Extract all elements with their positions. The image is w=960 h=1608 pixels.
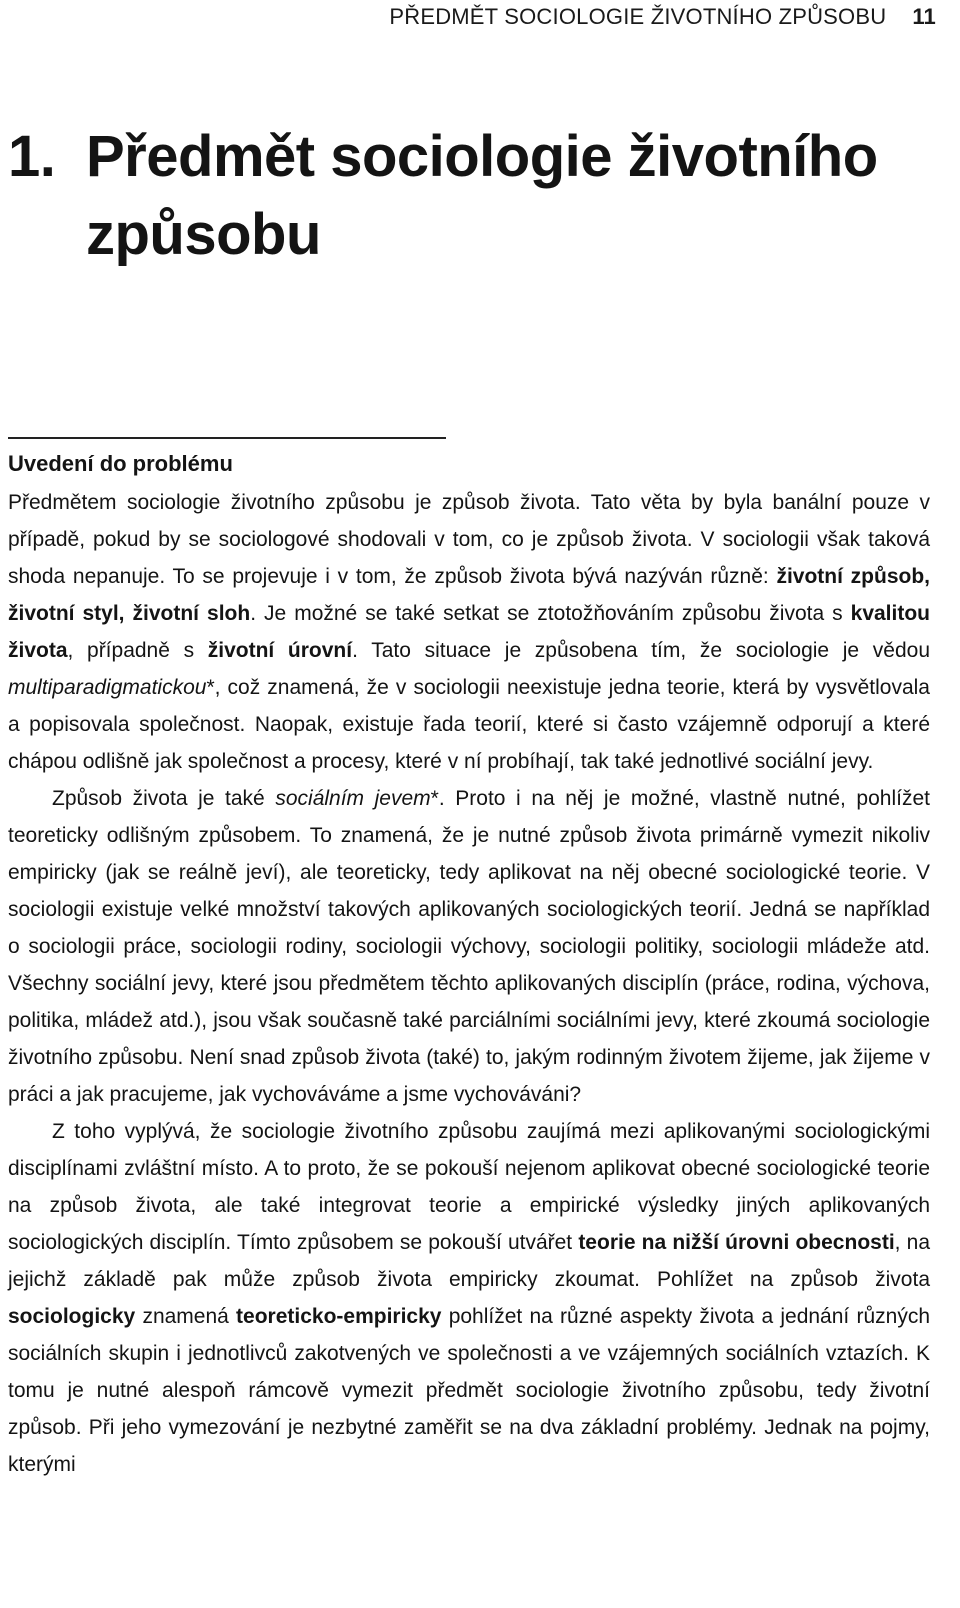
text-run: , na jejichž základě pak může způsob života empiricky zkoumat. Pohlížet na způsob života	[8, 1231, 931, 1291]
bold-term: životní úrovní	[207, 639, 353, 662]
italic-term: sociálním jevem	[275, 787, 431, 810]
text-run: *. Proto i na něj je možné, vlastně nutné, pohlížet teoreticky odlišným způsobem. To znamená, že je nutné způsob života primárně vymezit nikoliv empiricky (jak se reálně jeví), ale teoreticky, tedy aplikovat na něj obecné sociologické teorie. V sociologii existuje velké množství takových aplikovaných sociologických teorií. Jedná se například o sociologii práce, sociologii rodiny, sociologii výchovy, sociologii politiky, sociologii mládeže atd. Všechny sociální jevy, které jsou předmětem těchto aplikovaných disciplín (práce, rodina, výchova, politika, mládež atd.), jsou však současně také parciálními sociálními jevy, které zkoumá sociologie životního způsobu. Není snad způsob života (také) to, jakým rodinným životem žijeme, jak žijeme v práci a jak pracujeme, jak vychováváme a jsme vychováváni?	[8, 787, 930, 1106]
running-title: PŘEDMĚT SOCIOLOGIE ŽIVOTNÍHO ZPŮSOBU	[389, 4, 887, 29]
bold-term: kvalitou života	[8, 602, 930, 662]
page-number: 11	[912, 4, 936, 29]
bold-term: sociologicky	[8, 1305, 136, 1328]
bold-term: teorie na nižší úrovni obecnosti	[578, 1231, 895, 1254]
section-heading: Uvedení do problému	[8, 451, 233, 476]
bold-term: teoreticko-empiricky	[236, 1305, 442, 1328]
italic-term: multiparadigmatickou	[8, 676, 207, 699]
chapter-title-text: Předmět sociologie životního způsobu	[86, 124, 878, 267]
text-run: Z toho vyplývá, že sociologie životního způsobu zaujímá mezi aplikovanými sociologickými disciplínami zvláštní místo. A to proto, že se pokouší nejenom aplikovat obecné sociologické teorie na způsob života, ale také integrovat teorie a empirické výsledky jiných aplikovaných sociologických disciplín. Tímto způsobem se pokouší utvářet	[8, 1120, 930, 1254]
text-run: pohlížet na různé aspekty života a jednání různých sociálních skupin i jednotlivců zakotvených ve společnosti a ve vzájemných sociálních vztazích. K tomu je nutné alespoň rámcově vymezit předmět sociologie životního způsobu, tedy životní způsob. Při jeho vymezování je nezbytné zaměřit se na dva základní problémy. Jednak na pojmy, kterými	[8, 1305, 930, 1476]
running-header	[389, 4, 936, 30]
text-run: . Je možné se také setkat se ztotožňováním způsobu života s	[250, 602, 851, 625]
body-text	[8, 484, 930, 1483]
text-run: *, což znamená, že v sociologii neexistuje jedna teorie, která by vysvětlovala a popisovala společnost. Naopak, existuje řada teorií, které si často vzájemně odporují a které chápou odlišně jak společnost a procesy, které v ní probíhají, tak také jednotlivé sociální jevy.	[8, 676, 930, 773]
text-run: Způsob života je také	[52, 787, 276, 810]
text-run: , případně s	[67, 639, 208, 662]
text-run: . Tato situace je způsobena tím, že sociologie je vědou	[352, 639, 930, 662]
section-divider	[8, 437, 446, 439]
paragraph-2	[8, 780, 930, 1113]
chapter-number: 1.	[8, 124, 56, 189]
paragraph-3	[8, 1113, 930, 1483]
chapter-title	[8, 118, 908, 274]
bold-term: životní způsob, životní styl, životní sloh	[8, 565, 930, 625]
text-run: znamená	[135, 1305, 237, 1328]
text-run: Předmětem sociologie životního způsobu je způsob života. Tato věta by byla banální pouze v případě, pokud by se sociologové shodovali v tom, co je způsob života. V sociologii však taková shoda nepanuje. To se projevuje i v tom, že způsob života bývá nazýván různě:	[8, 491, 930, 588]
paragraph-1	[8, 484, 930, 780]
